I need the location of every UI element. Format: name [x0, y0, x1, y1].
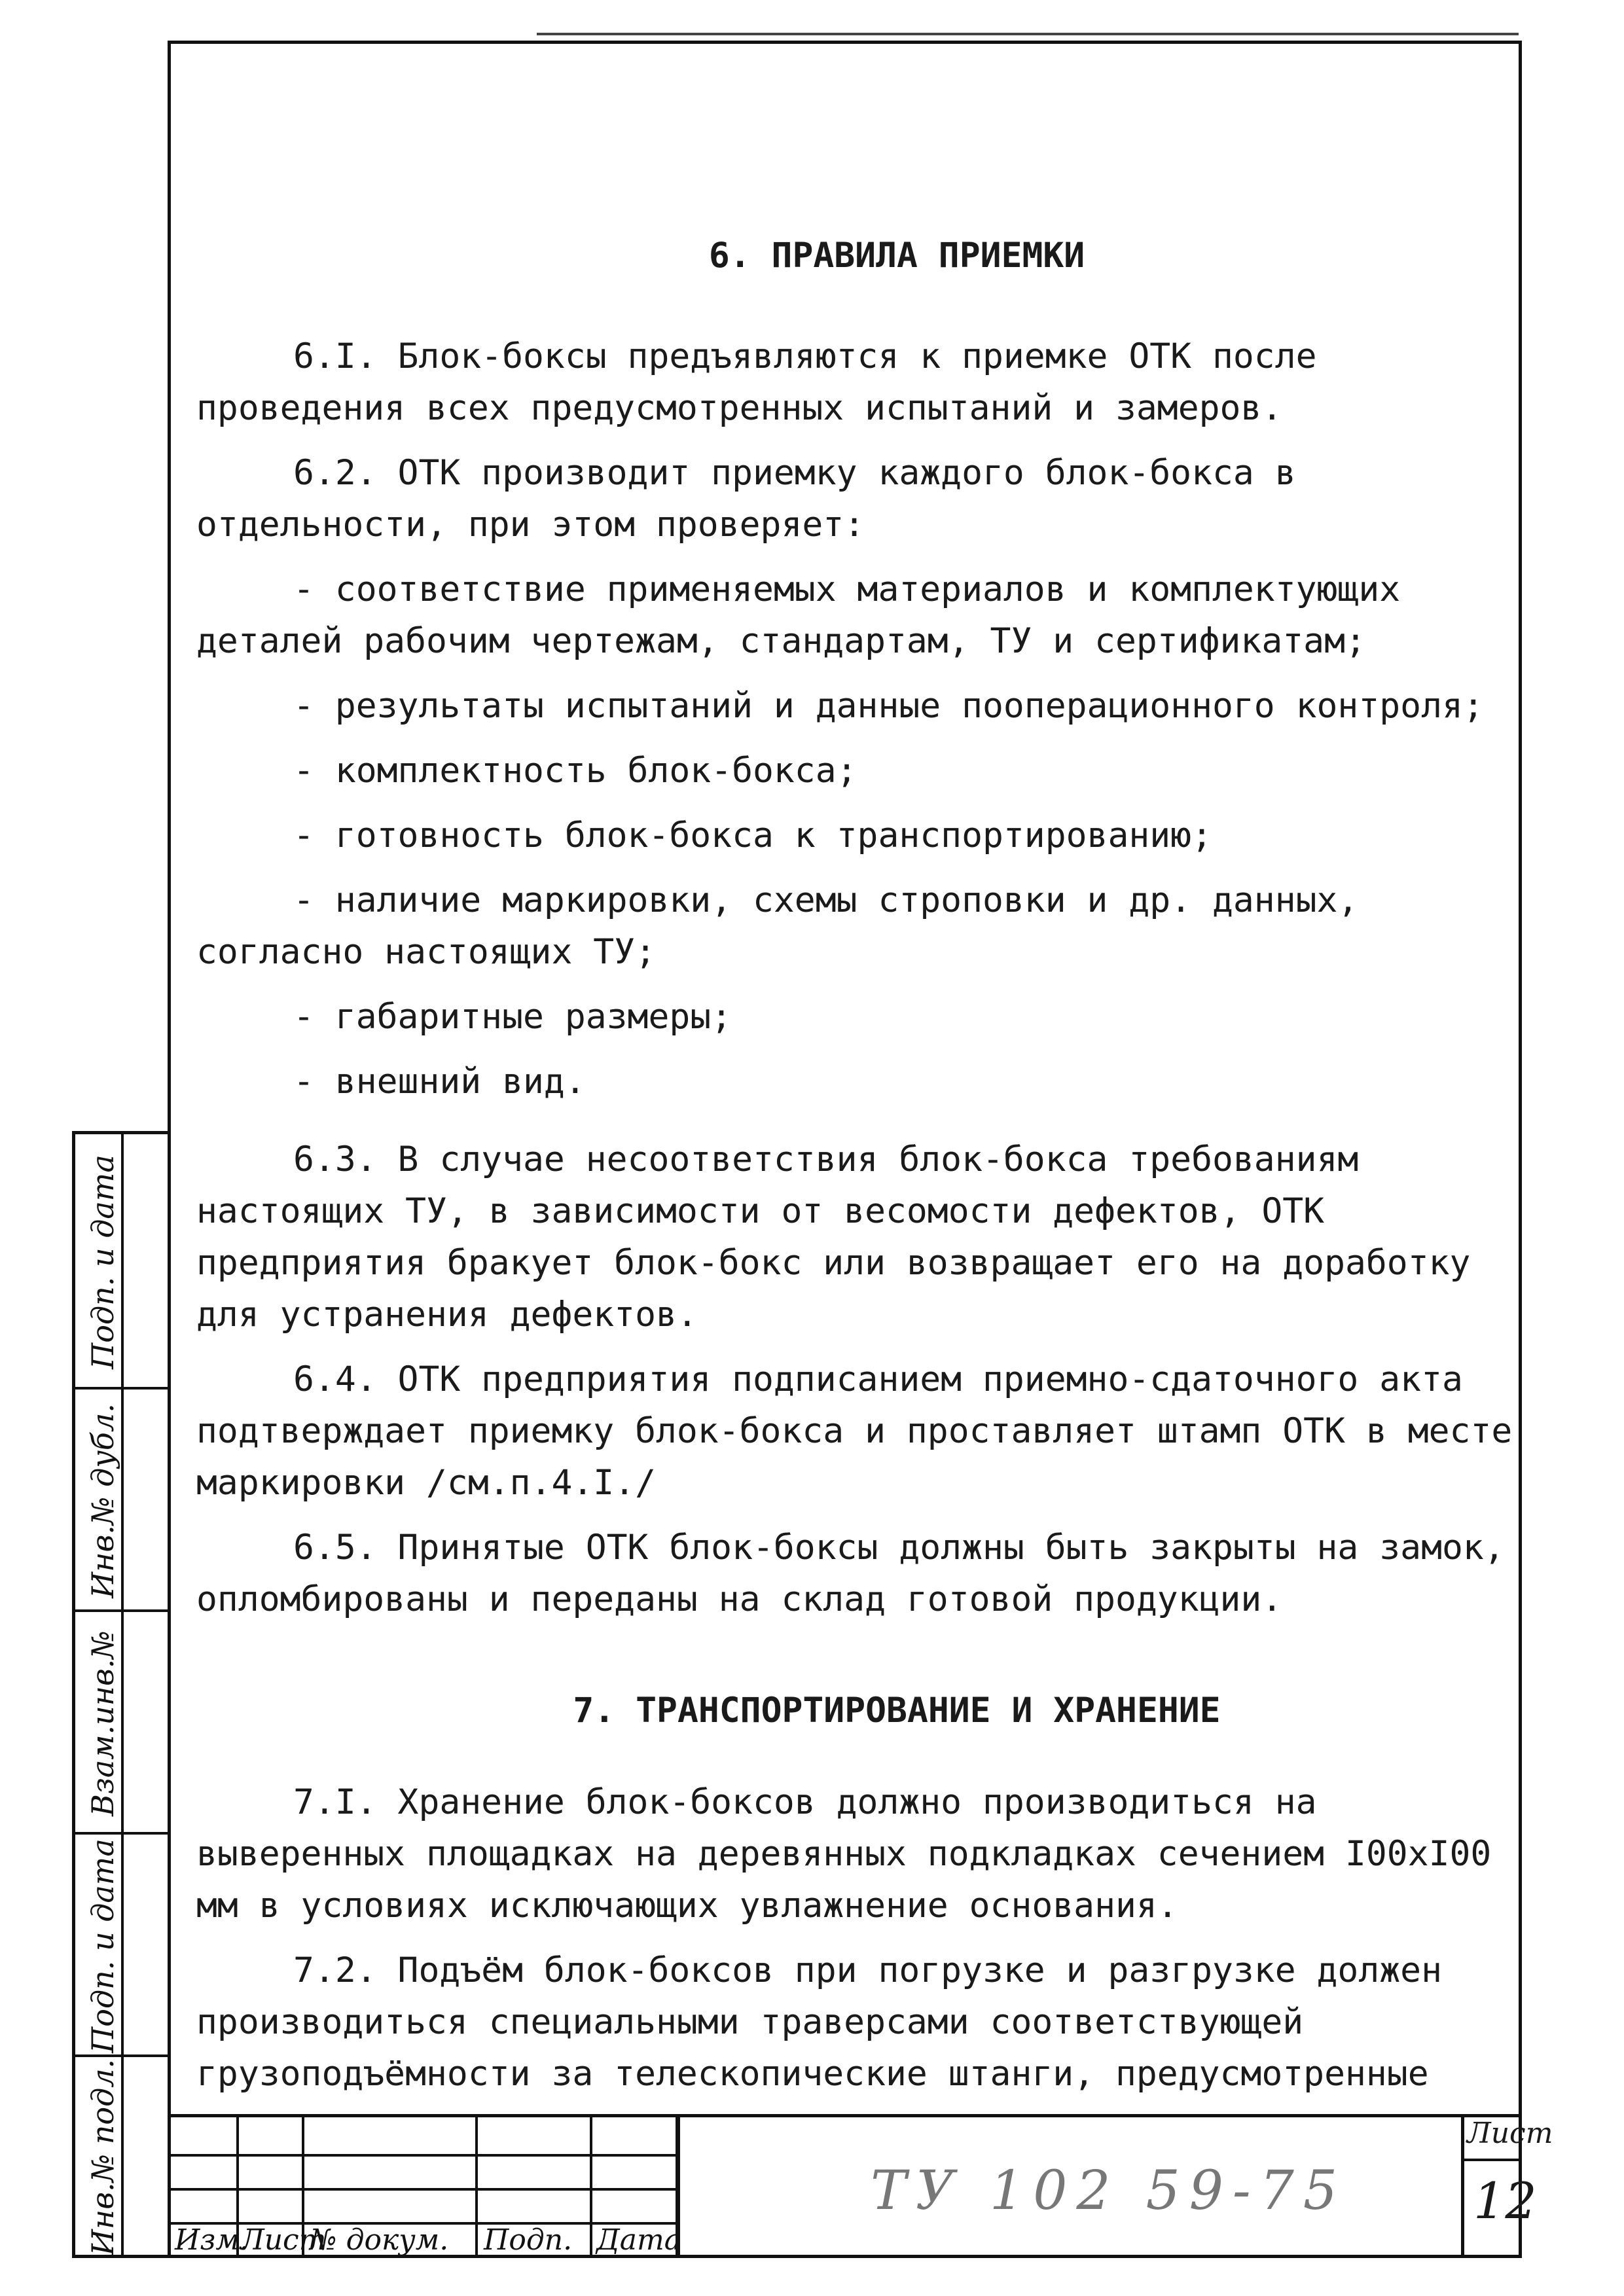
list-item: - соответствие применяемых материалов и комплектующих деталей рабочим чертежам, стандартам, ТУ и сертификатам; — [196, 569, 1401, 661]
list-item: - наличие маркировки, схемы строповки и др. данных, согласно настоящих ТУ; — [196, 880, 1359, 972]
sheet-label: Лист — [1467, 2117, 1553, 2150]
paragraph-6-2: 6.2. ОТК производит приемку каждого блок-бокса в отдельности, при этом проверяет: — [196, 453, 1296, 545]
top-rule — [537, 33, 1519, 35]
document-number: ТУ 102 59-75 — [871, 2160, 1346, 2222]
side-label-dup-inv: Инв.№ дубл. — [85, 1403, 121, 1598]
list-item: - результаты испытаний и данные пооперационного контроля; — [293, 686, 1484, 726]
paragraph-7-2: 7.2. Подъём блок-боксов при погрузке и разгрузке должен производиться специальными траверсами соответствующей грузоподъёмности за телескопические штанги, предусмотренные — [196, 1950, 1442, 2094]
section-6-heading: 6. ПРАВИЛА ПРИЕМКИ — [708, 236, 1085, 276]
col-label-change: Изм. — [175, 2223, 249, 2257]
side-label-sign-date-top: Подп. и дата — [85, 1155, 120, 1369]
side-label-sign-date: Подп. и дата — [85, 1839, 120, 2053]
list-item: - внешний вид. — [293, 1062, 586, 1102]
col-label-signature: Подп. — [484, 2223, 573, 2257]
sheet-number: 12 — [1473, 2172, 1537, 2230]
list-item: - комплектность блок-бокса; — [293, 751, 857, 791]
paragraph-7-1: 7.I. Хранение блок-боксов должно производиться на выверенных площадках на деревянных подкладках сечением I00xI00 мм в условиях исключающих увлажнение основания. — [196, 1782, 1492, 1926]
sheet-box — [1461, 2114, 1553, 2258]
side-stamp — [72, 1131, 171, 2258]
side-label-orig-inv: Инв.№ подл. — [85, 2058, 121, 2255]
paragraph-6-1: 6.I. Блок-боксы предъявляются к приемке ОТК после проведения всех предусмотренных испытаний и замеров. — [196, 336, 1317, 428]
title-block-divider — [677, 2114, 680, 2258]
section-7-heading: 7. ТРАНСПОРТИРОВАНИЕ И ХРАНЕНИЕ — [573, 1691, 1221, 1731]
col-label-date: Дата — [596, 2223, 681, 2257]
list-item: - габаритные размеры; — [293, 997, 732, 1037]
col-label-sheet: Лист — [240, 2223, 327, 2257]
paragraph-6-5: 6.5. Принятые ОТК блок-боксы должны быть закрыты на замок, опломбированы и переданы на склад готовой продукции. — [196, 1528, 1505, 1619]
paragraph-6-4: 6.4. ОТК предприятия подписанием приемно-сдаточного акта подтверждает приемку блок-бокса и проставляет штамп ОТК в месте маркировки /см.п.4.I./ — [196, 1359, 1513, 1503]
document-body — [196, 236, 1519, 2100]
side-label-replace-inv: Взам.инв.№ — [85, 1630, 120, 1816]
paragraph-6-3: 6.3. В случае несоответствия блок-бокса требованиям настоящих ТУ, в зависимости от весомости дефектов, ОТК предприятия бракует блок-бокс или возвращает его на доработку для устранения дефектов. — [196, 1139, 1471, 1335]
col-label-doc-no: № докум. — [310, 2223, 449, 2257]
list-item: - готовность блок-бокса к транспортированию; — [293, 816, 1212, 855]
